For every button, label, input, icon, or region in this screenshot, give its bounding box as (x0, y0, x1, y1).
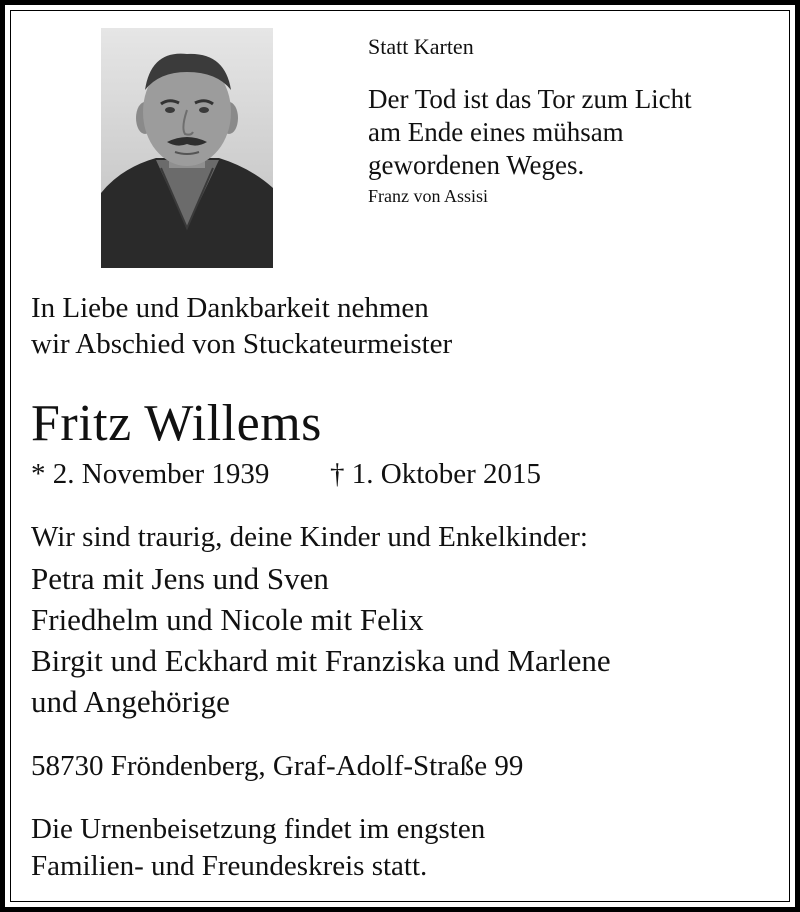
quote-line-3: gewordenen Weges. (368, 150, 585, 180)
kicker-text: Statt Karten (368, 34, 474, 59)
address-text: 58730 Fröndenberg, Graf-Adolf-Straße 99 (31, 750, 524, 782)
quote-line-2: am Ende eines mühsam (368, 117, 624, 147)
intro-line-2: wir Abschied von Stuckateurmeister (31, 328, 453, 360)
mourners-heading: Wir sind traurig, deine Kinder und Enkelkinder: (31, 521, 588, 553)
quote-line-1: Der Tod ist das Tor zum Licht (368, 84, 692, 114)
deceased-name: Fritz Willems (31, 395, 322, 452)
mourner-line-1: Petra mit Jens und Sven (31, 561, 329, 596)
portrait-illustration (101, 28, 273, 268)
mourner-line-4: und Angehörige (31, 684, 230, 719)
death-date: † 1. Oktober 2015 (330, 458, 542, 490)
closing-line-2: Familien- und Freundeskreis statt. (31, 850, 428, 882)
quote-author: Franz von Assisi (368, 186, 489, 206)
closing-line-1: Die Urnenbeisetzung findet im engsten (31, 813, 486, 845)
intro-line-1: In Liebe und Dankbarkeit nehmen (31, 292, 429, 324)
mourner-line-2: Friedhelm und Nicole mit Felix (31, 602, 424, 637)
mourner-line-3: Birgit und Eckhard mit Franziska und Marlene (31, 643, 611, 678)
portrait-photo (101, 28, 273, 268)
birth-date: * 2. November 1939 (31, 458, 270, 490)
